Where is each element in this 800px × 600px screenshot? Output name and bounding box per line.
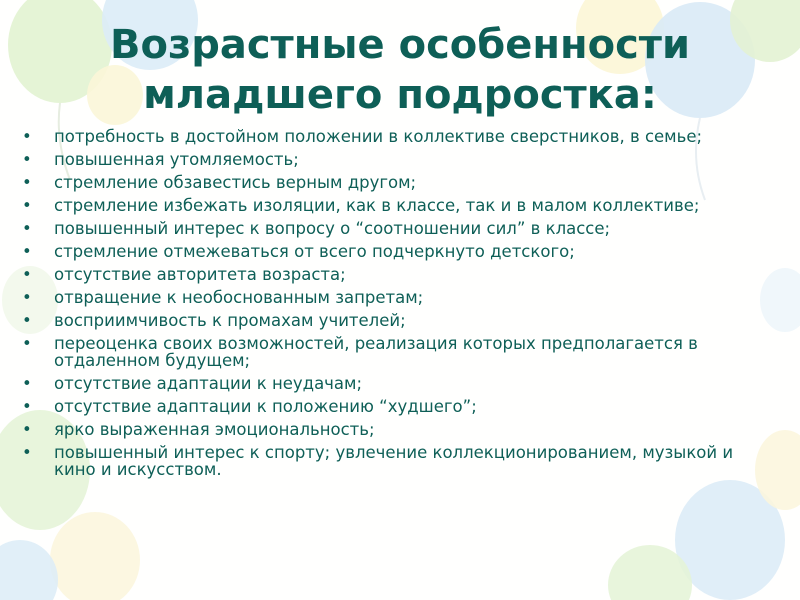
bullet-text: отсутствие адаптации к положению “худшего”; [54, 397, 477, 416]
bullet-list [20, 128, 760, 484]
bullet-dot-icon: • [22, 374, 32, 393]
bullet-dot-icon: • [22, 443, 32, 462]
bullet-text: потребность в достойном положении в коллективе сверстников, в семье; [54, 127, 703, 146]
bullet-item [20, 312, 760, 329]
bullet-item [20, 151, 760, 168]
slide-title [40, 20, 760, 120]
bullet-dot-icon: • [22, 311, 32, 330]
bullet-text: ярко выраженная эмоциональность; [54, 420, 375, 439]
bullet-item [20, 266, 760, 283]
bullet-text: стремление отмежеваться от всего подчеркнуто детского; [54, 242, 575, 261]
bullet-dot-icon: • [22, 150, 32, 169]
bullet-text: стремление обзавестись верным другом; [54, 173, 417, 192]
bullet-text: отсутствие адаптации к неудачам; [54, 374, 363, 393]
bullet-text: переоценка своих возможностей, реализация которых предполагается в отдаленном будущем; [54, 334, 698, 370]
bullet-item [20, 375, 760, 392]
bullet-item [20, 128, 760, 145]
bullet-text: повышенная утомляемость; [54, 150, 299, 169]
bullet-item [20, 398, 760, 415]
bullet-dot-icon: • [22, 173, 32, 192]
bullet-dot-icon: • [22, 127, 32, 146]
bullet-item [20, 220, 760, 237]
balloon-faint-midright [760, 268, 800, 332]
bullet-dot-icon: • [22, 196, 32, 215]
slide-title-line1: Возрастные особенности [110, 22, 690, 68]
bullet-text: отвращение к необоснованным запретам; [54, 288, 424, 307]
bullet-item [20, 197, 760, 214]
bullet-dot-icon: • [22, 265, 32, 284]
bullet-dot-icon: • [22, 288, 32, 307]
balloon-yellow-bottomleft [50, 512, 140, 600]
bullet-item [20, 421, 760, 438]
bullet-item [20, 174, 760, 191]
slide-title-line2: младшего подростка: [143, 72, 657, 118]
bullet-dot-icon: • [22, 420, 32, 439]
bullet-dot-icon: • [22, 334, 32, 353]
bullet-text: повышенный интерес к вопросу о “соотношении сил” в классе; [54, 219, 611, 238]
bullet-item [20, 444, 760, 478]
bullet-text: повышенный интерес к спорту; увлечение коллекционированием, музыкой и кино и искусством. [54, 443, 734, 479]
bullet-text: стремление избежать изоляции, как в классе, так и в малом коллективе; [54, 196, 700, 215]
bullet-dot-icon: • [22, 242, 32, 261]
bullet-text: отсутствие авторитета возраста; [54, 265, 346, 284]
bullet-item [20, 289, 760, 306]
balloon-blue-bottomleft [0, 540, 58, 600]
bullet-text: восприимчивость к промахам учителей; [54, 311, 406, 330]
bullet-dot-icon: • [22, 219, 32, 238]
bullet-dot-icon: • [22, 397, 32, 416]
bullet-item [20, 335, 760, 369]
bullet-item [20, 243, 760, 260]
